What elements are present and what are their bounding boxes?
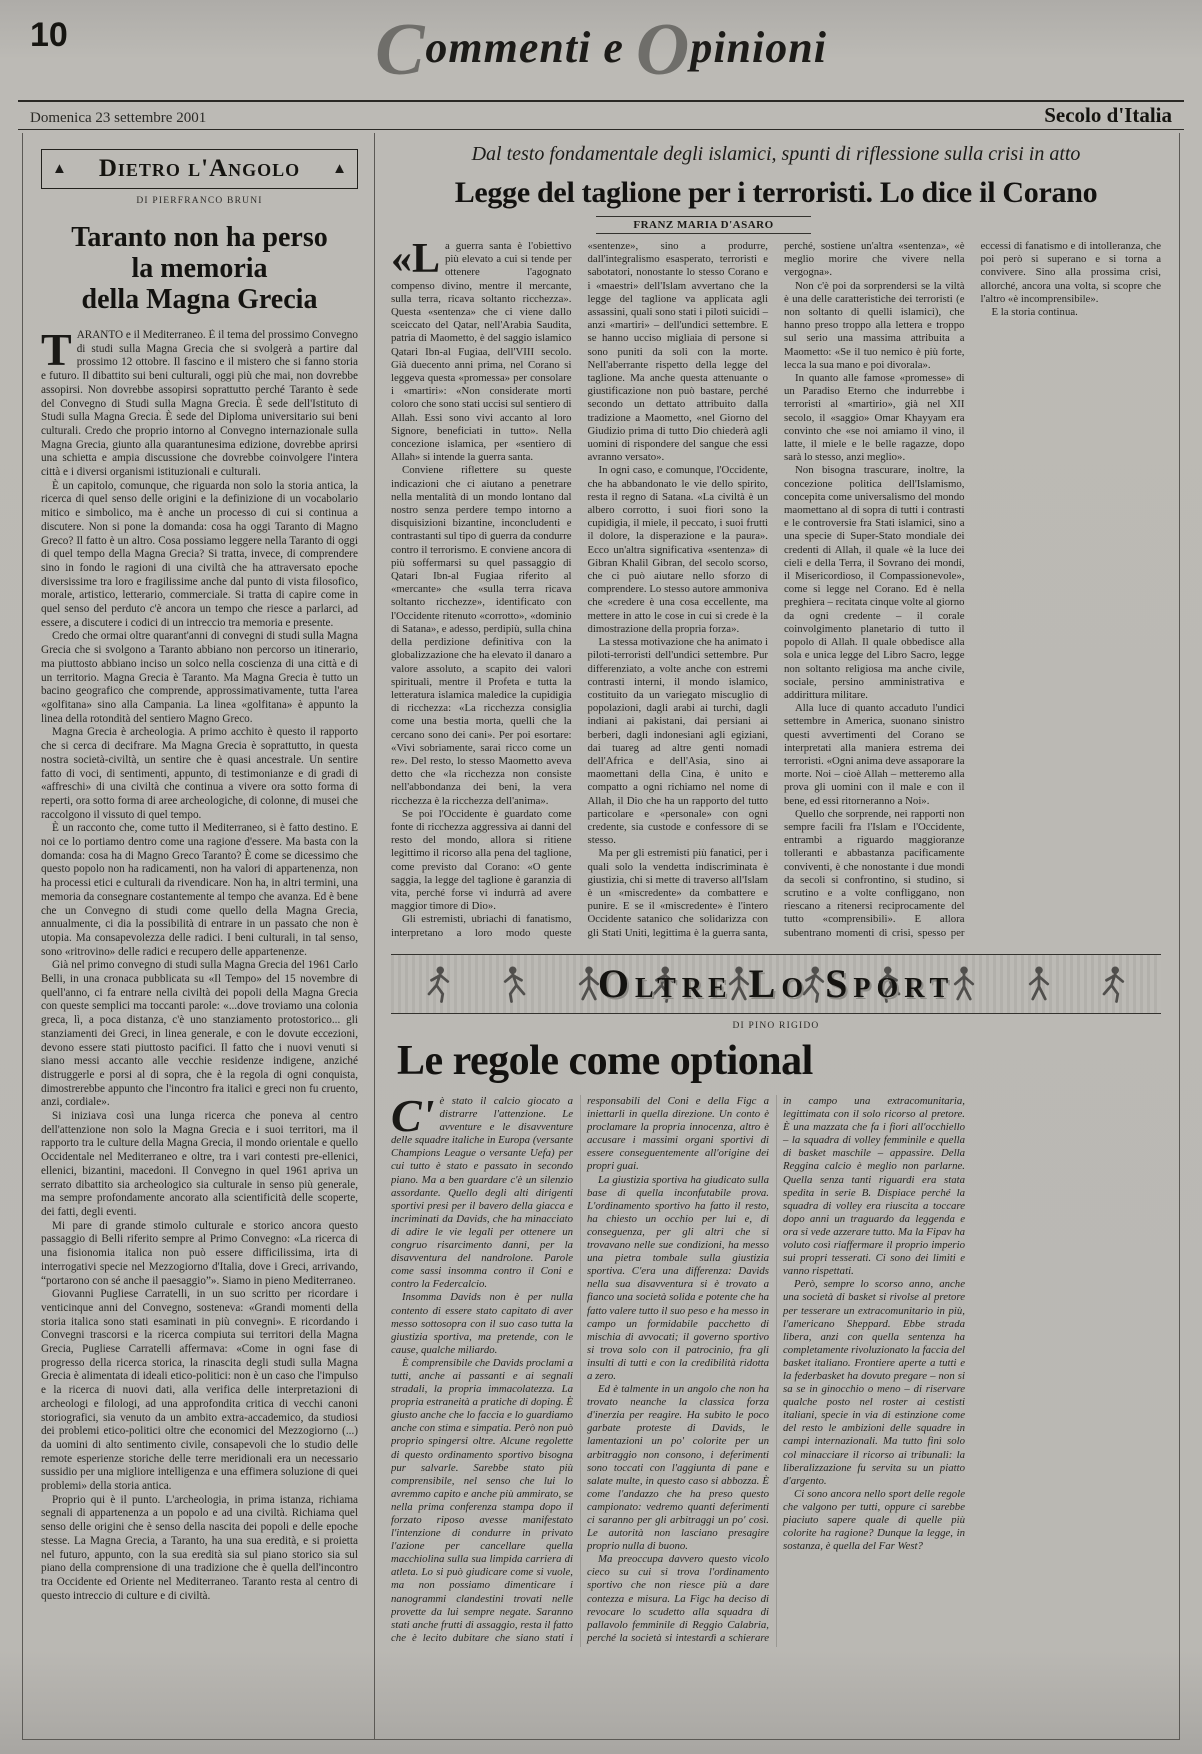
sport-headline: Le regole come optional — [397, 1038, 813, 1084]
paragraph: La giustizia sportiva ha giudicato sulla base di quella inconfutabile prova. L'ordinamento sportivo ha fatto il resto, ha chiesto un occhio per lui e, di conseguenza, per gli altri che si trovavano nelle sue condizioni, ha messo una pietra tombale sulla giustizia sportiva. C'era una differenza: Davids nella sua disavventura si è trovato a fianco una società solida e potente che ha fatto valere tutto il suo peso e ha messo in campo un formidabile pacchetto di mischia di avvocati; il governo sportivo si trova solo con il patrocinio, fra gli insulti di tutti e con la credibilità ridotta a zero. — [587, 1173, 769, 1382]
paragraph-text: ARANTO e il Mediterraneo. È il tema del prossimo Convegno di studi sulla Magna Grecia che si svolgerà a partire dal prossimo 12 ottobre. Il fascino e il mistero che si fanno storia e futuro. Il dibattito sui beni culturali, oggi più che mai, non dovrebbe assopirsi. Non dovrebbe assopirsi soprattutto perché Taranto è sede del Convegno di Studi sulla Magna Grecia. È sede dell'Istituto di Studi sulla Magna Grecia. È sede del Diploma universitario sui beni culturali. Credo che proprio intorno al Convegno internazionale sulla Magna Grecia, giunto alla quarantunesima edizione, dovrebbe aprirsi una schietta e ampia discussione che dovrebbe coinvolgere l'intera città e i diversi organismi istituzionali e culturali. — [41, 329, 358, 479]
sport-band-title: Oltre Lo Sport — [597, 961, 955, 1006]
paragraph-text: è stato il calcio giocato a distrarre l'attenzione. Le avventure e le disavventure delle squadre italiche in Europa (versante Champions League o versante Uefa) per cui tutto è stato e passato in secondo piano. Ma a ben guardare c'è un silenzio assordante. Quello degli alti dirigenti sportivi presi per il bavero della giacca e incriminati da Davids, che ha minacciato di adire le vie legali per ottenere un congruo risarcimento danni, per la disavventura del nandrolone. Parole come sassi insomma contro il Coni e contro la Federcalcio. — [391, 1095, 573, 1291]
paragraph: Giovanni Pugliese Carratelli, in un suo scritto per ricordare i venticinque anni del Convegno, sosteneva: «Grandi momenti della storia italica sono stati esaminati in più convegni». E ricordando i Convegni trascorsi e la ricerca compiuta sui territori della Magna Grecia, Pugliese Carratelli affermava: «Come in ogni fase di progresso della ricerca storica, la rinascita degli studi sulla Magna Grecia è alimentata di ideali etico-politici: non è un caso che l'impulso e la ricerca di nuovi dati, alla verifica delle interpretazioni di archeologi e filologi, ad una approfondita critica di vecchi canoni storiografici, sia venuto da un ambito extra-accademico, da studiosi dei problemi etico-politici oltre che economici del Mezzogiorno (...) da uomini di alto sentimento civile, consapevoli che lo studio delle remote esperienze storiche delle terre meridionali era un necessario sussidio per una migliore intelligenza e una effimera soluzione di quei problemi» della storia antica. — [41, 1288, 358, 1493]
paragraph — [391, 240, 572, 464]
triangle-left-icon: ▲ — [52, 160, 67, 177]
main-article-byline: FRANZ MARIA D'ASARO — [596, 216, 811, 234]
drop-quote: «L — [391, 240, 441, 282]
sport-article-body — [391, 1095, 1161, 1647]
left-article-body — [41, 329, 358, 1715]
dateline — [30, 103, 1172, 128]
rubric-box — [41, 149, 358, 189]
left-article-headline — [45, 222, 354, 315]
main-article-body — [391, 240, 1161, 942]
paragraph — [41, 329, 358, 480]
sport-byline: DI PINO RIGIDO — [732, 1021, 820, 1031]
drop-cap: T — [41, 329, 72, 375]
left-column-article — [23, 133, 375, 1739]
paragraph: Magna Grecia è archeologia. A primo acchito è questo il rapporto che si cerca di decifrare. Ma Magna Grecia è soprattutto, in questa nostra società-civiltà, un sentire che è quasi ancestrale. Un sentire fatto di voci, di sentimenti, appunto, di testimonianze e di gradi di «affreschi» di una civiltà che continua a vivere ora sotto forma di reperti, ora sotto forma di aree archeologiche, di colonne, di musei che raccolgono il vissuto di quel tempo. — [41, 726, 358, 821]
header-rule-top — [18, 100, 1184, 102]
section-initial-o: O — [635, 9, 691, 91]
main-article-kicker: Dal testo fondamentale degli islamici, spunti di riflessione sulla crisi in atto — [471, 143, 1081, 165]
paragraph: Già nel primo convegno di studi sulla Magna Grecia del 1961 Carlo Belli, in una cronaca pubblicata su «Il Tempo» del 15 novembre di quell'anno, ci fa entrare nella civiltà dei popoli della Magna Grecia con queste semplici ma toccanti parole: «...dove troviamo una colonia greca, lì, a poca distanza, c'è uno stanziamento protostorico... gli stanziamenti dei Greci, in linea generale, e con le dovute eccezioni, devono essere stati piuttosto pacifici. Il fatto che i nuovi venuti si siano messi accanto alle vecchie residenze indigene, anziché distruggerle e porsi al di sopra, che è la regola di ogni conquista, dimostrerebbe appunto che l'incontro fra italici e greci non fu cruento, anzi, cordiale». — [41, 959, 358, 1109]
sport-band — [391, 954, 1161, 1014]
drop-cap: C' — [391, 1095, 435, 1141]
paragraph: In ogni caso, e comunque, l'Occidente, che ha abbandonato le vie dello spirito, resta il regno di Satana. «La civiltà è un albero corrotto, i suoi fiori sono la cupidigia, il miele, il peccato, i suoi frutti il dolore, la disperazione e la paura». Ecco un'altra significativa «sentenza» di Gibran Khalil Gibran, del secolo scorso, che ci può aiutare nello sforzo di comprendere. Lo stesso autore ammoniva che «credere è una cosa eccellente, ma mettere in atto le cose in cui si crede è la dimostrazione della propria forza». — [587, 464, 768, 635]
header-rule-bottom — [18, 129, 1184, 130]
paragraph: Alla luce di quanto accaduto l'undici settembre in America, suonano sinistro questi avvertimenti del Corano se interpretati alla maniera estrema dei terroristi. «Ogni anima deve assaporare la morte. Noi – cioè Allah – metteremo alla prova gli uomini con il male e con il bene, ed essi ritorneranno a Noi». — [784, 702, 965, 807]
page-content-frame — [22, 133, 1180, 1740]
paragraph: Ed è talmente in un angolo che non ha trovato neanche la classica forza d'inerzia per reagire. Ha subìto le poco garbate proteste di Davids, le lamentazioni un po' colorite per un arbitraggio non consono, i deferimenti sono toccati con l'aggiunta di pane e salate multe, in questo caso si abbozza. È come l'andazzo che ha preso questo campionato: vedremo quanti deferimenti ci saranno per gli arbitraggi un po' così. Le autorità non lasciano presagire proprio nulla di buono. — [587, 1383, 769, 1553]
paragraph: Se poi l'Occidente è guardato come fonte di ricchezza aggressiva ai danni del resto del mondo, allora si ritiene legittimo il ricorso alla pena del taglione, come previsto dal Corano: «O gente saggia, la legge del taglione è garanzia di vita, perché forse vi indurrà ad avere maggior timore di Dio». — [391, 807, 572, 913]
triangle-right-icon: ▲ — [332, 160, 347, 177]
paragraph: Mi pare di grande stimolo culturale e storico ancora questo passaggio di Belli riferito sempre al Primo Convegno: «La ricerca di una fisionomia italica non può essere difficilissima, irta di interrogativi specie nel Mezzogiorno d'Italia, dove i Greci, arrivando, “portarono con sé anche il paesaggio”». Siamo in pieno Mediterraneo. — [41, 1219, 358, 1287]
section-title — [0, 9, 1202, 91]
paragraph: Ma per gli estremisti più fanatici, per i quali solo la vendetta indiscriminata è giustizia, chi si mette di traverso all'Islam è un «miscredente» da combattere e punire. E se il «miscredente» è l'intero Occidente satanico che solidarizza con gli Stati Uniti, legittima è la guerra santa, perché, sostiene un'altra «sentenza», «è meglio morire che vivere nella vergogna». — [587, 240, 965, 939]
paragraph: Conviene riflettere su queste indicazioni che ci aiutano a penetrare nella mentalità di un mondo lontano dal nostro senza perdere tempo intorno a disquisizioni bizantine, inconcludenti e contrastanti sul tipo di guerra da condurre contro il terrorismo. E conviene ancora di più soffermarsi su quel passaggio di Qatari Ibn-al Fugiaa riferito al «mercante» che «sulla terra ricava soltanto ricchezze», identificato con l'Occidente ritenuto «corrotto», «dominio di Satana», e adesso, perdipiù, sulla china della perdizione definitiva con la globalizzazione che ha elevato il danaro a valore assoluto, a scapito dei valori spirituali, mentre il Profeta e tutta la letteratura islamica maledice la cupidigia di ricchezza: «La ricchezza consiglia come una bestia morta, quelli che la cercano sono dei cani». Per poi esortare: «Vivi sobriamente, sarai ricco come un re». Del resto, lo stesso Maometto aveva detto che «la ricchezza non consiste nell'abbondanza dei beni, la vera ricchezza è la ricchezza dell'anima». — [391, 464, 572, 807]
paragraph: È un capitolo, comunque, che riguarda non solo la storia antica, la ricerca di quel senso delle origini e la definizione di un vocabolario mitico e simbolico, ma è anche un processo di cui si continua a discutere. Non si pone la domanda: cosa ha oggi Taranto di Magno Greco? Il fatto è un altro. Cosa possiamo leggere nella Taranto di oggi di quel tempo della Magna Grecia? Si tratta, invece, di comprendere sino in fondo le ragioni di una civiltà che ha attraversato epoche diversissime tra loro e fragilissime anche dal punto di vista filosofico, morale, artistico, letterario, commerciale. Si tratta di capire come in quel senso del perduto c'è ancora un tempo che riesce a parlarci, ad essere, a discutere i codici di un intreccio tra memoria e presente. — [41, 479, 358, 629]
paragraph — [391, 1095, 573, 1291]
paragraph: Proprio qui è il punto. L'archeologia, in prima istanza, richiama segnali di appartenenza a un popolo e ad una civiltà. Richiama quel senso delle origini che è senso della nascita dei popoli e delle epoche stesse. La Magna Grecia, a Taranto, ha una sua eredità, e si proietta nel futuro, appunto, con la sua eredità sia sul piano storico sia sul piano della comprensione di una tradizione che è quella dell'incontro tra Occidente ed Oriente nel Mediterraneo. Taranto resta al centro di questo intreccio di culture e di civiltà. — [41, 1493, 358, 1602]
sport-section — [391, 954, 1161, 1647]
paragraph-text: a guerra santa è l'obiettivo più elevato a cui si tende per ottenere l'agognato compenso divino, mentre il mercante, sulla terra, ricava soltanto ricchezza». Questa «sentenza» che ci viene dallo sceiccato del Qatar, nell'Arabia Saudita, patria di Maometto, è del saggio islamico Qatari Ibn-al Fugiaa, dell'VIII secolo. Già duecento anni prima, nel Corano si leggeva questa «promessa» per consolare i «martiri»: «Non considerate morti coloro che sono stati uccisi sul sentiero di Allah. Essi sono vivi accanto al loro Signore, beneficiati in tutto». Nella concezione islamica, per «sentiero di Allah» si intende la guerra santa. — [391, 240, 572, 464]
masthead: Secolo d'Italia — [1044, 103, 1172, 127]
issue-date: Domenica 23 settembre 2001 — [30, 110, 207, 126]
paragraph: Credo che ormai oltre quarant'anni di convegni di studi sulla Magna Grecia che si svolgono a Taranto abbiano non percorso un itinerario, ma piuttosto abbiano inciso un solco nella coscienza di una città e di un territorio. Magna Grecia è Taranto. Ma Magna Grecia è tutto un bacino geografico che comprende, approssimativamente, tutta l'area «golfitana» sino alla Campania. La linea «golfitana» è appunto la linea della rotondità del sentiero Magno Greco. — [41, 630, 358, 725]
paragraph: Gli estremisti, ubriachi di fanatismo, interpretano a loro modo queste «sentenze», sino a produrre, dall'integralismo esasperato, terroristi e sabotatori, nonostante lo stesso Corano e i «maestri» dell'Islam avvertano che la legge del taglione va applicata agli assassini, quali sono stati i piloti suicidi – anzi «martiri» – dell'undici settembre. E se hanno ucciso migliaia di persone si sono puniti da soli con la morte. Nell'aberrante rispetto della legge del taglione. Ma anche questa attenuante o giustificazione non può bastare, perché secondo un dettato attribuito dalla tradizione a Maometto, «nel Giorno del Giudizio prima di tutto Dio chiederà agli uomini di rispondere del sangue che essi avranno versato». — [391, 240, 768, 939]
paragraph: Si iniziava così una lunga ricerca che poneva al centro dell'attenzione non solo la Magna Grecia e i suoi territori, ma il rapporto tra le culture della Magna Grecia, il mondo orientale e quello Occidentale nel Mediterraneo e oltre, tra i vari contesti pre-ellenici, ellenici, bizantini, macedoni. Il Convegno in quel 1961 apriva un serrato dibattito sia archeologico sia culturale in senso più generale, ma sempre profondamente ancorato alla scientificità delle scoperte, dei fatti, degli eventi. — [41, 1110, 358, 1218]
page-number: 10 — [30, 16, 68, 54]
section-initial-c: C — [375, 9, 426, 91]
left-headline-line2: la memoria — [131, 253, 268, 284]
paragraph: In quanto alle famose «promesse» di un Paradiso Eterno che indurrebbe i terroristi al «martirio», già nel XII secolo, il «saggio» Omar Khayyam era convinto che «se noi amiamo il vino, il latte, il miele e le belle ragazze, dopo sarà lo stesso, anzi meglio». — [784, 372, 965, 464]
left-headline-line1: Taranto non ha perso — [71, 222, 328, 253]
paragraph: Non c'è poi da sorprendersi se la viltà è una delle caratteristiche dei terroristi (e non soltanto di quelli islamici), che hanno preso troppo alla lettera e troppo sul serio una massima attribuita a Maometto: «Se il tuo nemico è più forte, lecca la sua mano e poi divorala». — [784, 279, 965, 371]
paragraph: Però, sempre lo scorso anno, anche una società di basket si rivolse al pretore per tesserare un extracomunitario in più, l'americano Sheppard. Ebbe strada libera, anzi con quella sentenza ha completamente rivoluzionato la faccia del basket italiano. Frontiere aperte a tutti e la federbasket ha dovuto pregare – non si sa se in ginocchio o meno – di riservare qualche posto nel roster ai cestisti italiani, specie in via di estinzione come del resto le ambizioni delle squadre in campi internazionali. Ma tutto finì solo col minacciare il ricorso ai tribunali: la liberalizzazione fu servita su un piatto d'argento. — [783, 1278, 965, 1487]
paragraph: Ci sono ancora nello sport delle regole che valgono per tutti, oppure ci sarebbe piaciuto sapere quale di quelle più colorite ha ragione? Dunque la legge, in sostanza, è quella del Far West? — [783, 1487, 965, 1553]
paragraph: Ma preoccupa davvero questo vicolo cieco su cui si trova l'ordinamento sportivo che non riesce più a dare contezza e misura. La Figc ha deciso di revocare lo scudetto alla squadra di pallavolo femminile di Reggio Calabria, perché la società si intestardì a schierare in campo una extracomunitaria, legittimata con il solo ricorso al pretore. È una mazzata che fa i fiori all'occhiello – la squadra di volley femminile e quella di basket maschile – appassire. Della Reggina calcio è meglio non parlarne. Quella senza tanti riguardi era stata spedita in serie B. Dispiace perché la squadra di volley era riuscita a toccare dopo anni un traguardo da leggenda e ora si vede azzerare tutto. Ma la Fipav ha voluto così riaffermare il proprio imperio sui propri tesserati. Ci sono dei limiti e vanno rispettati. — [587, 1095, 965, 1644]
paragraph: Non bisogna trascurare, inoltre, la concezione politica dell'Islamismo, concepita come universalismo del mondo maomettano al di sopra di tutti i contrasti e le controversie fra Stati islamici, sino a una specie di Super-Stato mondiale dei credenti di Allah, il quale «è la luce dei cieli e della Terra, il Sovrano dei mondi, il Misericordioso, il Compassionevole», come si legge nel Corano. Ed è nella preghiera – recitata cinque volte al giorno da ogni credente – il corale coinvolgimento planetario di tutto il popolo di Allah. Il quale obbedisce alla sola e unica legge del Libro Sacro, legge non soltanto religiosa ma anche civile, sociale, persino amministrativa e addirittura militare. — [784, 464, 965, 701]
paragraph: Insomma Davids non è per nulla contento di essere stato capitato di aver messo sottosopra con il suo caso tutta la giustizia sportiva, ma pretende, con le cause, qualche miliardo. — [391, 1291, 573, 1356]
section-title-part2: pinioni — [690, 23, 827, 72]
paragraph: È un racconto che, come tutto il Mediterraneo, si è fatto destino. E noi ce lo portiamo dentro come una ragione d'essere. Ma basta con la domanda: cosa ha di Magno Greco Taranto? È come se dicessimo che questo popolo non ha radicamenti, non ha valori di appartenenza, non ha processi etici e culturali da rivendicare. Non ha, in altri termini, una memoria da consegnare costantemente al tempo che avanza. Ed è bene che un Convegno di studi come quello della Magna Grecia, annualmente, ci dia la possibilità di entrare in un passato che non è utopia. Ma consapevolezza delle radici. I beni culturali, in tal senso, sono «ritrovino» delle radici e recupero delle appartenenze. — [41, 822, 358, 958]
main-article-headline: Legge del taglione per i terroristi. Lo dice il Corano — [454, 176, 1098, 209]
paragraph: È comprensibile che Davids proclami a tutti, anche ai passanti e ai segnali stradali, la propria immacolatezza. La propria estraneità a pratiche di doping. È giusto anche che lo faccia e lo guardiamo anche con stima e simpatia. Però non può proprio spingersi oltre. Alcune regolette di questo ordinamento sportivo bisogna pur salvarle. Sarebbe stato più comprensibile, nel senso che lui lo avremmo capito e anche più ammirato, se nella prima conferenza stampa dopo il forzato riposo avesse manifestato l'intenzione di condurre in privato l'azione per cancellare quella macchiolina sulla sua limpida carriera di atleta. Lo si può giudicare come si vuole, ma non possiamo dimenticare i nanogrammi clandestini trovati nelle provette da lui sempre negate. Saranno stati anche frutti di assaggio, resta il fatto che è lecito dubitare che siano stati i responsabili del Coni e della Figc a iniettarli in quella direzione. Un conto è proclamare la propria innocenza, altro è accusare i massimi organi sportivi di essere conseguentemente all'origine dei propri guai. — [391, 1095, 769, 1644]
left-article-byline: DI PIERFRANCO BRUNI — [136, 196, 263, 206]
paragraph: E la storia continua. — [991, 306, 1078, 319]
paragraph: La stessa motivazione che ha animato i piloti-terroristi dell'undici settembre. Pur differenziato, a volte anche con estremi contrasti interni, il mondo islamico, costituito da un variegato miscuglio di popolazioni, dagli arabi ai turchi, dagli indiani ai pakistani, dai persiani ai berberi, dagli indonesiani agli egiziani, dai tuareg ad altre genti nomadi dell'Africa e dell'Asia, sino ai maomettani della Cina, è unito e compatto a ogni richiamo nel nome di Allah, il Dio che ha un rapporto del tutto particolare e «personale» con ogni credente, sia custode e confessore di se stesso. — [587, 636, 768, 847]
rubric-title: Dietro l'Angolo — [98, 155, 301, 182]
paragraph: Quello che sorprende, nei rapporti non sempre facili fra l'Islam e l'Occidente, entrambi a riguardo maggioranze tolleranti e abbastanza pacificamente conviventi, è che nonostante i due mondi da secoli si confrontino, si studino, si scrutino e a volte confliggano, non riescano a ritenersi reciprocamente del tutto «comprensibili». E allora subentrano momenti di crisi, spesso per eccessi di fanatismo e di intolleranza, che poi però si superano e si torna a convivere. Sino alla prossima crisi, allorché, ancora una volta, si scopre che l'altro «è incomprensibile». — [784, 240, 1161, 939]
main-column — [375, 133, 1179, 1739]
section-title-part1: ommenti e — [425, 23, 636, 72]
left-headline-line3: della Magna Grecia — [81, 284, 318, 315]
